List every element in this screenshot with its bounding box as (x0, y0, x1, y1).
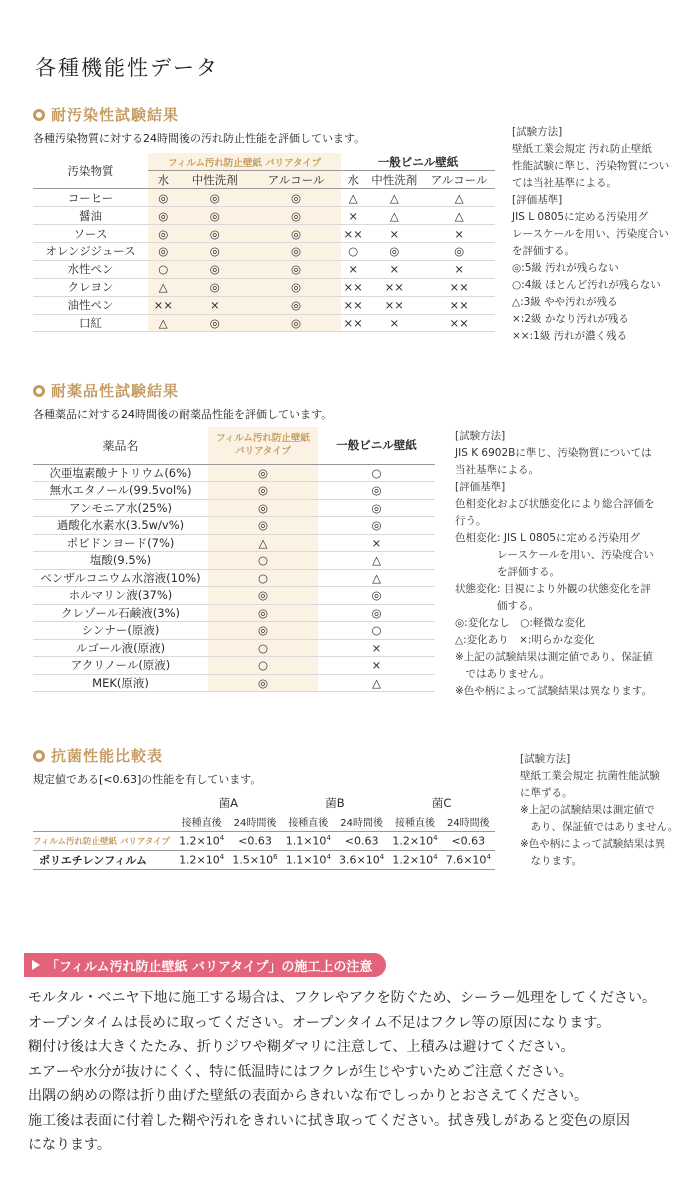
antibac-value (388, 831, 441, 850)
stain-rating: × (454, 262, 464, 277)
antibac-subcol: 24時間後 (340, 817, 384, 829)
stain-rating: ×× (449, 298, 469, 313)
antibac-value (228, 850, 281, 869)
note-line: ※色や柄によって試験結果は異 (520, 838, 666, 850)
antibac-table (33, 793, 495, 870)
antibac-row-name: フィルム汚れ防止壁紙 バリアタイプ (33, 836, 170, 847)
stain-rating: ◎ (178, 207, 251, 225)
stain-rating: ◎ (251, 225, 341, 243)
stain-rating: ◎ (148, 207, 178, 225)
stain-rating: ◎ (148, 225, 178, 243)
note-line: あり、保証値ではありません。 (520, 821, 679, 833)
caution-banner (24, 953, 386, 977)
antibac-value-exponent: 4 (379, 852, 385, 861)
note-line: を評価する。 (455, 566, 560, 578)
stain-rating: ◎ (148, 189, 178, 207)
antibac-value-base: 1.1×10 (285, 834, 327, 848)
antibac-value (282, 831, 335, 850)
stain-description: 各種汚染物質に対する24時間後の汚れ防止性能を評価しています。 (33, 132, 366, 145)
stain-rating: ◎ (178, 189, 251, 207)
note-line: △:変化あり ×:明らかな変化 (455, 634, 595, 646)
stain-rating: ◎ (251, 189, 341, 207)
note-line: [試験方法] (455, 430, 506, 442)
caution-list (28, 986, 678, 1158)
stain-subcol: アルコール (430, 172, 488, 187)
stain-rating: × (348, 208, 358, 223)
chem-row-name: 無水エタノール(99.5vol%) (49, 483, 192, 498)
antibac-row (33, 831, 495, 850)
stain-rating: ×× (148, 296, 178, 314)
antibac-notes (520, 751, 678, 870)
stain-row-name: オレンジジュース (45, 244, 136, 259)
note-line: ◎:5級 汚れが残らない (512, 262, 619, 274)
stain-rating: ◎ (178, 242, 251, 260)
antibac-row (33, 850, 495, 869)
chem-film-rating: △ (208, 534, 318, 552)
chem-vinyl-rating: ◎ (371, 500, 382, 515)
stain-rating: △ (148, 278, 178, 296)
antibac-value (175, 831, 228, 850)
chem-row (33, 657, 435, 675)
note-line: ではありません。 (455, 668, 551, 680)
note-line: JIS K 6902Bに準じ、汚染物質については (455, 447, 652, 459)
circle-bullet-icon (33, 109, 45, 121)
stain-subcol: 中性洗剤 (371, 172, 418, 187)
antibac-value-base: 3.6×10 (339, 853, 380, 867)
note-line: 色相変化および状態変化により総合評価を (455, 498, 655, 510)
stain-row-name: ソース (73, 226, 108, 241)
chem-vinyl-rating: × (371, 535, 382, 550)
antibac-row-name: ポリエチレンフィルム (39, 853, 147, 867)
antibac-value-base: 1.2×10 (179, 834, 220, 848)
chem-vinyl-rating: ◎ (371, 605, 382, 620)
antibac-section-heading (33, 745, 163, 766)
note-line: ※上記の試験結果は測定値であり、保証値 (455, 651, 653, 663)
bacteria-a-header: 菌A (218, 795, 239, 810)
stain-rating: ◎ (178, 278, 251, 296)
note-line: ※上記の試験結果は測定値で (520, 804, 655, 816)
note-line: を評価する。 (512, 245, 575, 257)
stain-rating: ×× (449, 315, 469, 330)
stain-rating: △ (389, 208, 399, 223)
antibac-value-base: 7.6×10 (445, 853, 487, 867)
chem-vinyl-rating: ○ (371, 623, 382, 638)
chem-col-film (208, 427, 318, 464)
chem-row-name: アンモニア水(25%) (68, 500, 173, 515)
antibac-subcol: 接種直後 (394, 817, 435, 829)
stain-rating: ×× (384, 298, 404, 313)
caution-line: エアーや水分が抜けにくく、特に低温時にはフクレが生じやすいためご注意ください。 (28, 1063, 573, 1080)
antibac-value-exponent: 4 (326, 833, 331, 842)
stain-rating: ◎ (251, 296, 341, 314)
note-line: [評価基準] (455, 481, 506, 493)
stain-rating: ◎ (251, 278, 341, 296)
stain-row-name: 醤油 (79, 208, 102, 223)
antibac-value-exponent: 4 (433, 833, 438, 842)
note-line: [試験方法] (520, 753, 571, 765)
chem-title: 耐薬品性試験結果 (51, 382, 180, 400)
page-title: 各種機能性データ (35, 56, 219, 80)
note-line: 壁紙工業会規定 汚れ防止壁紙 (512, 143, 652, 155)
note-line: 性能試験に準じ、汚染物質につい (512, 160, 670, 172)
chem-col-film-line1: フィルム汚れ防止壁紙 (216, 433, 310, 445)
chem-col-item: 薬品名 (102, 438, 139, 453)
chem-row (33, 534, 435, 552)
chem-description: 各種薬品に対する24時間後の耐薬品性能を評価しています。 (33, 408, 333, 421)
chem-vinyl-rating: △ (372, 675, 381, 690)
antibac-value (388, 850, 441, 869)
antibac-value-exponent: 6 (273, 852, 278, 861)
chem-film-rating: ○ (208, 569, 318, 587)
chem-vinyl-rating: ◎ (371, 588, 382, 603)
antibac-value-base: 1.2×10 (392, 834, 434, 848)
chem-col-vinyl: 一般ビニル壁紙 (336, 438, 417, 453)
caution-line: 糊付け後は大きくたたみ、折りジワや糊ダマリに注意して、上積みは避けてください。 (28, 1039, 575, 1055)
stain-row (33, 207, 495, 225)
stain-row-name: クレヨン (67, 280, 114, 295)
note-line: ○:4級 ほとんど汚れが残らない (512, 279, 661, 291)
chem-film-rating: ○ (208, 657, 318, 675)
antibac-value-base: 1.2×10 (392, 853, 434, 867)
stain-subcol: 水 (148, 171, 178, 189)
antibac-value-exponent: 4 (219, 852, 225, 861)
stain-subcol: アルコール (251, 171, 341, 189)
antibac-value-base: 1.2×10 (179, 853, 220, 867)
antibac-value-exponent: 4 (486, 852, 491, 861)
caution-title: 「フィルム汚れ防止壁紙 バリアタイプ」の施工上の注意 (46, 959, 373, 975)
note-line: レースケールを用い、汚染度合い (512, 228, 669, 240)
chem-row (33, 604, 435, 622)
chem-row (33, 622, 435, 640)
note-line: △:3級 やや汚れが残る (512, 296, 618, 308)
chem-col-film-line2: バリアタイプ (235, 446, 291, 458)
chem-row-name: ルゴール液(原液) (75, 640, 166, 655)
chem-film-rating: ◎ (208, 674, 318, 692)
stain-group-vinyl: 一般ビニル壁紙 (377, 154, 459, 169)
stain-rating: × (389, 262, 400, 277)
stain-title: 耐汚染性試験結果 (51, 106, 180, 124)
antibac-value-base: 1.5×10 (232, 853, 274, 867)
chem-film-rating: ◎ (208, 482, 318, 500)
chem-vinyl-rating: △ (372, 553, 381, 568)
antibac-value (228, 831, 281, 850)
note-line: ては当社基準による。 (512, 177, 617, 189)
antibac-title: 抗菌性能比較表 (51, 747, 164, 765)
antibac-value (175, 850, 228, 869)
antibac-subcol: 24時間後 (446, 817, 490, 829)
chem-film-rating: ○ (208, 552, 318, 570)
note-line: なります。 (520, 855, 583, 867)
stain-rating: ◎ (178, 260, 251, 278)
stain-row (33, 314, 495, 332)
chem-vinyl-rating: × (371, 640, 382, 655)
stain-rating: × (454, 226, 464, 241)
stain-rating: ◎ (178, 225, 251, 243)
antibac-description: 規定値である[<0.63]の性能を有しています。 (33, 773, 262, 786)
antibac-value-exponent: 4 (326, 852, 331, 861)
chem-film-rating: ○ (208, 639, 318, 657)
stain-rating: ◎ (454, 244, 465, 259)
stain-row (33, 278, 495, 296)
stain-rating: ×× (343, 315, 363, 330)
chem-notes (455, 428, 655, 700)
note-line: ◎:変化なし ○:軽微な変化 (455, 617, 586, 629)
chem-vinyl-rating: ◎ (371, 483, 382, 498)
stain-table (33, 153, 495, 332)
chem-row-name: 次亜塩素酸ナトリウム(6%) (49, 465, 192, 480)
stain-notes (512, 124, 669, 345)
stain-rating: × (389, 315, 400, 330)
note-line: 当社基準による。 (455, 464, 539, 476)
chem-row-name: アクリノール(原液) (70, 658, 171, 673)
stain-rating: ×× (343, 280, 363, 295)
caution-line: 施工後は表面に付着した糊や汚れをきれいに拭き取ってください。拭き残しがあると変色の原因 (28, 1112, 630, 1129)
caution-line: になります。 (28, 1137, 111, 1153)
stain-row (33, 260, 495, 278)
antibac-subcol: 24時間後 (233, 817, 277, 829)
chem-row-name: 塩酸(9.5%) (89, 553, 152, 568)
triangle-right-icon (32, 960, 40, 970)
caution-line: 出隅の納めの際は折り曲げた壁紙の表面からきれいな布でしっかりとおさえてください。 (28, 1088, 588, 1104)
stain-rating: ○ (148, 260, 178, 278)
chem-film-rating: ◎ (208, 517, 318, 535)
stain-rating: ◎ (389, 244, 400, 259)
chem-film-rating: ◎ (208, 622, 318, 640)
chem-section-heading (33, 380, 179, 401)
stain-rating: ×× (384, 280, 404, 295)
stain-rating: ×× (449, 280, 469, 295)
chem-row-name: 過酸化水素水(3.5w/v%) (56, 518, 185, 533)
note-line: に準ずる。 (520, 787, 573, 799)
stain-row-name: コーヒー (67, 190, 114, 205)
stain-rating: ×× (343, 226, 363, 241)
note-line: [試験方法] (512, 126, 563, 138)
chem-film-rating: ◎ (208, 604, 318, 622)
chem-vinyl-rating: ◎ (371, 518, 382, 533)
note-line: JIS L 0805に定める汚染用グ (512, 211, 649, 223)
chem-row (33, 464, 435, 482)
note-line: 行う。 (455, 515, 487, 527)
antibac-value (335, 831, 388, 850)
stain-rating: ◎ (148, 242, 178, 260)
chem-table (33, 427, 435, 692)
antibac-value-exponent: 4 (219, 833, 225, 842)
note-line: 色相変化: JIS L 0805に定める汚染用グ (455, 532, 640, 544)
chem-film-rating: ◎ (208, 587, 318, 605)
stain-rating: × (178, 296, 251, 314)
chem-row (33, 517, 435, 535)
stain-row (33, 225, 495, 243)
stain-row-name: 油性ペン (67, 298, 114, 313)
stain-rating: ◎ (251, 207, 341, 225)
antibac-subcol: 接種直後 (288, 817, 329, 829)
stain-rating: ◎ (251, 314, 341, 332)
antibac-value-base: <0.63 (344, 834, 379, 848)
chem-vinyl-rating: ○ (371, 465, 382, 480)
stain-rating: × (348, 262, 358, 277)
antibac-value (442, 850, 495, 869)
stain-rating: ○ (348, 244, 359, 259)
stain-group-film: フィルム汚れ防止壁紙 バリアタイプ (148, 153, 341, 171)
antibac-subcol: 接種直後 (181, 817, 222, 829)
chem-row-name: MEK(原液) (92, 675, 149, 690)
chem-row (33, 552, 435, 570)
antibac-value-base: <0.63 (238, 834, 272, 848)
chem-vinyl-rating: × (371, 658, 382, 673)
chem-film-rating: ◎ (208, 499, 318, 517)
chem-row-name: クレゾール石鹸液(3%) (61, 605, 180, 620)
stain-rating: ◎ (251, 242, 341, 260)
stain-rating: ×× (343, 298, 363, 313)
chem-row-name: ホルマリン液(37%) (68, 588, 173, 603)
chem-row-name: ポビドンヨード(7%) (66, 535, 175, 550)
stain-row (33, 296, 495, 314)
antibac-value-base: 1.1×10 (285, 853, 327, 867)
stain-rating: × (389, 226, 400, 241)
stain-rating: ◎ (178, 314, 251, 332)
chem-row (33, 674, 435, 692)
stain-rating: △ (454, 208, 464, 223)
note-line: 価する。 (455, 600, 539, 612)
chem-vinyl-rating: △ (372, 570, 381, 585)
antibac-value-base: <0.63 (451, 834, 486, 848)
note-line: ××:1級 汚れが濃く残る (512, 330, 628, 342)
note-line: レースケールを用い、汚染度合い (455, 549, 654, 561)
stain-rating: ◎ (251, 260, 341, 278)
stain-row-name: 口紅 (79, 315, 102, 330)
stain-rating: △ (454, 190, 464, 205)
bacteria-c-header: 菌C (431, 795, 452, 810)
antibac-value (282, 850, 335, 869)
chem-row (33, 639, 435, 657)
stain-row (33, 189, 495, 207)
stain-section-heading (33, 104, 179, 125)
antibac-value (335, 850, 388, 869)
caution-line: オープンタイムは長めに取ってください。オープンタイム不足はフクレ等の原因になります。 (28, 1014, 611, 1031)
chem-row-name: ベンザルコニウム水溶液(10%) (40, 570, 201, 585)
stain-rating: △ (148, 314, 178, 332)
stain-subcol: 水 (347, 172, 359, 187)
circle-bullet-icon (33, 385, 45, 397)
note-line: ※色や柄によって試験結果は異なります。 (455, 685, 652, 697)
note-line: 壁紙工業会規定 抗菌性能試験 (520, 770, 660, 782)
note-line: ×:2級 かなり汚れが残る (512, 313, 629, 325)
stain-rating: △ (348, 190, 358, 205)
circle-bullet-icon (33, 750, 45, 762)
chem-row (33, 499, 435, 517)
chem-row (33, 569, 435, 587)
antibac-value (442, 831, 495, 850)
stain-col-item: 汚染物質 (67, 163, 114, 178)
antibac-value-exponent: 4 (433, 852, 438, 861)
caution-line: モルタル・ベニヤ下地に施工する場合は、フクレやアクを防ぐため、シーラー処理をしてください。 (28, 990, 657, 1006)
note-line: [評価基準] (512, 194, 563, 206)
bacteria-b-header: 菌B (325, 795, 345, 810)
chem-row (33, 587, 435, 605)
chem-film-rating: ◎ (208, 464, 318, 482)
stain-row (33, 242, 495, 260)
chem-row (33, 482, 435, 500)
chem-row-name: シンナー(原液) (81, 623, 160, 638)
stain-rating: △ (389, 190, 399, 205)
note-line: 状態変化: 目視により外観の状態変化を評 (455, 583, 651, 595)
stain-subcol: 中性洗剤 (178, 171, 251, 189)
stain-row-name: 水性ペン (67, 262, 114, 277)
